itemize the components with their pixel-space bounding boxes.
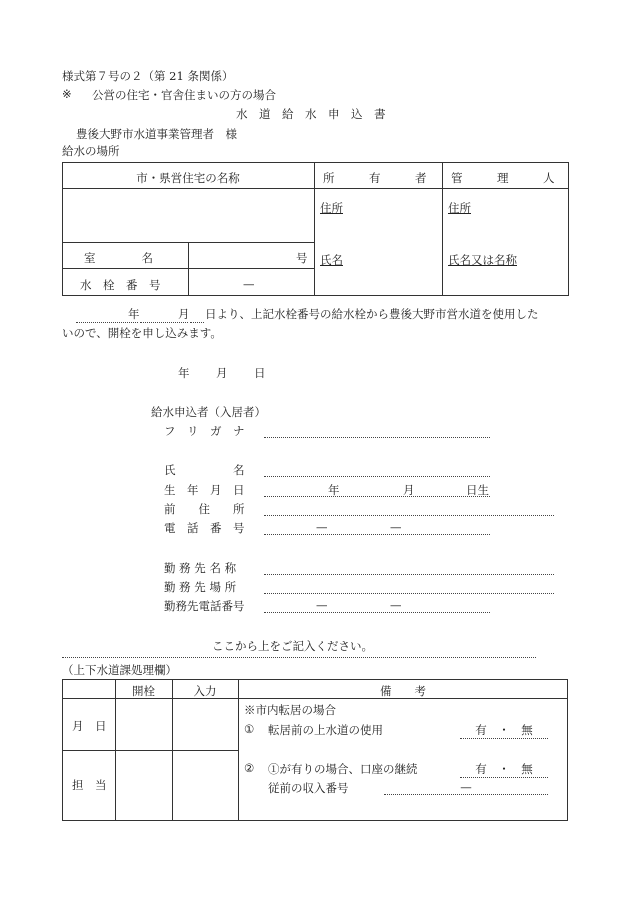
prev-address-field[interactable]: [264, 514, 554, 516]
furigana-label: フ リ ガ ナ: [164, 424, 245, 438]
birthdate-field[interactable]: [264, 495, 490, 497]
application-year: 年: [178, 366, 190, 380]
remark-1-number: ①: [244, 722, 255, 736]
applicant-heading: 給水申込者（入居者）: [151, 405, 266, 419]
prev-address-label: 前 住 所: [164, 502, 245, 516]
remark-header: ※市内転居の場合: [244, 703, 336, 717]
manager-address-label: 住所: [448, 201, 471, 215]
room-suffix: 号: [296, 251, 308, 265]
col-manager: 管 理 人: [451, 171, 555, 185]
start-month-label: 月: [178, 307, 190, 321]
remark-3-text: 従前の収入番号: [268, 781, 349, 795]
work-phone-dash-2: —: [390, 598, 402, 612]
note-text: 公営の住宅・官舎住まいの方の場合: [92, 88, 276, 102]
start-day-field[interactable]: [190, 321, 204, 323]
col-open: 開栓: [132, 684, 155, 698]
work-phone-label: 勤務先電話番号: [164, 599, 245, 613]
birth-year-label: 年: [328, 483, 340, 497]
cut-line: [62, 656, 536, 658]
birth-month-label: 月: [403, 483, 415, 497]
work-phone-field[interactable]: [264, 611, 490, 613]
phone-dash-1: —: [316, 520, 328, 534]
remark-2-text: ①が有りの場合、口座の継続: [268, 762, 418, 776]
application-day: 日: [254, 366, 266, 380]
form-number: 様式第７号の２（第 21 条関係）: [62, 69, 234, 83]
work-phone-dash-1: —: [316, 598, 328, 612]
row-person-label: 担 当: [72, 778, 107, 792]
room-label: 室 名: [84, 251, 153, 265]
instruction-text: ここから上をご記入ください。: [212, 639, 373, 653]
start-day-text: 日より、上記水栓番号の給水栓から豊後大野市営水道を使用した: [205, 307, 539, 321]
row-date-label: 月 日: [72, 719, 107, 733]
furigana-field[interactable]: [264, 436, 490, 438]
housing-name-field[interactable]: [64, 190, 312, 240]
work-name-field[interactable]: [264, 573, 554, 575]
col-housing-name: 市・県営住宅の名称: [136, 171, 240, 185]
work-place-field[interactable]: [264, 592, 554, 594]
remark-2-number: ②: [244, 761, 255, 775]
phone-label: 電 話 番 号: [164, 521, 245, 535]
phone-dash-2: —: [390, 520, 402, 534]
hydrant-label: 水 栓 番 号: [80, 278, 161, 292]
remark-1-options[interactable]: 有 ・ 無: [460, 722, 548, 739]
owner-address-label: 住所: [320, 201, 343, 215]
owner-name-label: 氏名: [320, 253, 343, 267]
remark-1-text: 転居前の上水道の使用: [268, 723, 383, 737]
manager-name-label: 氏名又は名称: [448, 253, 517, 267]
addressee: 豊後大野市水道事業管理者 様: [76, 127, 237, 141]
start-year-label: 年: [128, 307, 140, 321]
remark-3-field[interactable]: —: [384, 780, 548, 795]
birth-day-label: 日生: [466, 483, 489, 497]
office-label: （上下水道課処理欄）: [62, 663, 177, 677]
birthdate-label: 生 年 月 日: [164, 483, 245, 497]
work-name-label: 勤 務 先 名 称: [164, 561, 237, 575]
name-field[interactable]: [264, 475, 490, 477]
page-title: 水 道 給 水 申 込 書: [236, 107, 386, 121]
hydrant-value: —: [243, 277, 255, 291]
location-label: 給水の場所: [62, 144, 120, 158]
col-remarks: 備 考: [380, 684, 426, 698]
note-mark: ※: [62, 87, 72, 101]
application-month: 月: [216, 366, 228, 380]
name-label: 氏 名: [164, 463, 245, 477]
col-owner: 所 有 者: [323, 171, 427, 185]
col-input: 入力: [193, 684, 217, 698]
phone-field[interactable]: [264, 533, 490, 535]
work-place-label: 勤 務 先 場 所: [164, 580, 237, 594]
remark-2-options[interactable]: 有 ・ 無: [460, 761, 548, 778]
body-line-2: いので、開栓を申し込みます。: [62, 326, 222, 340]
